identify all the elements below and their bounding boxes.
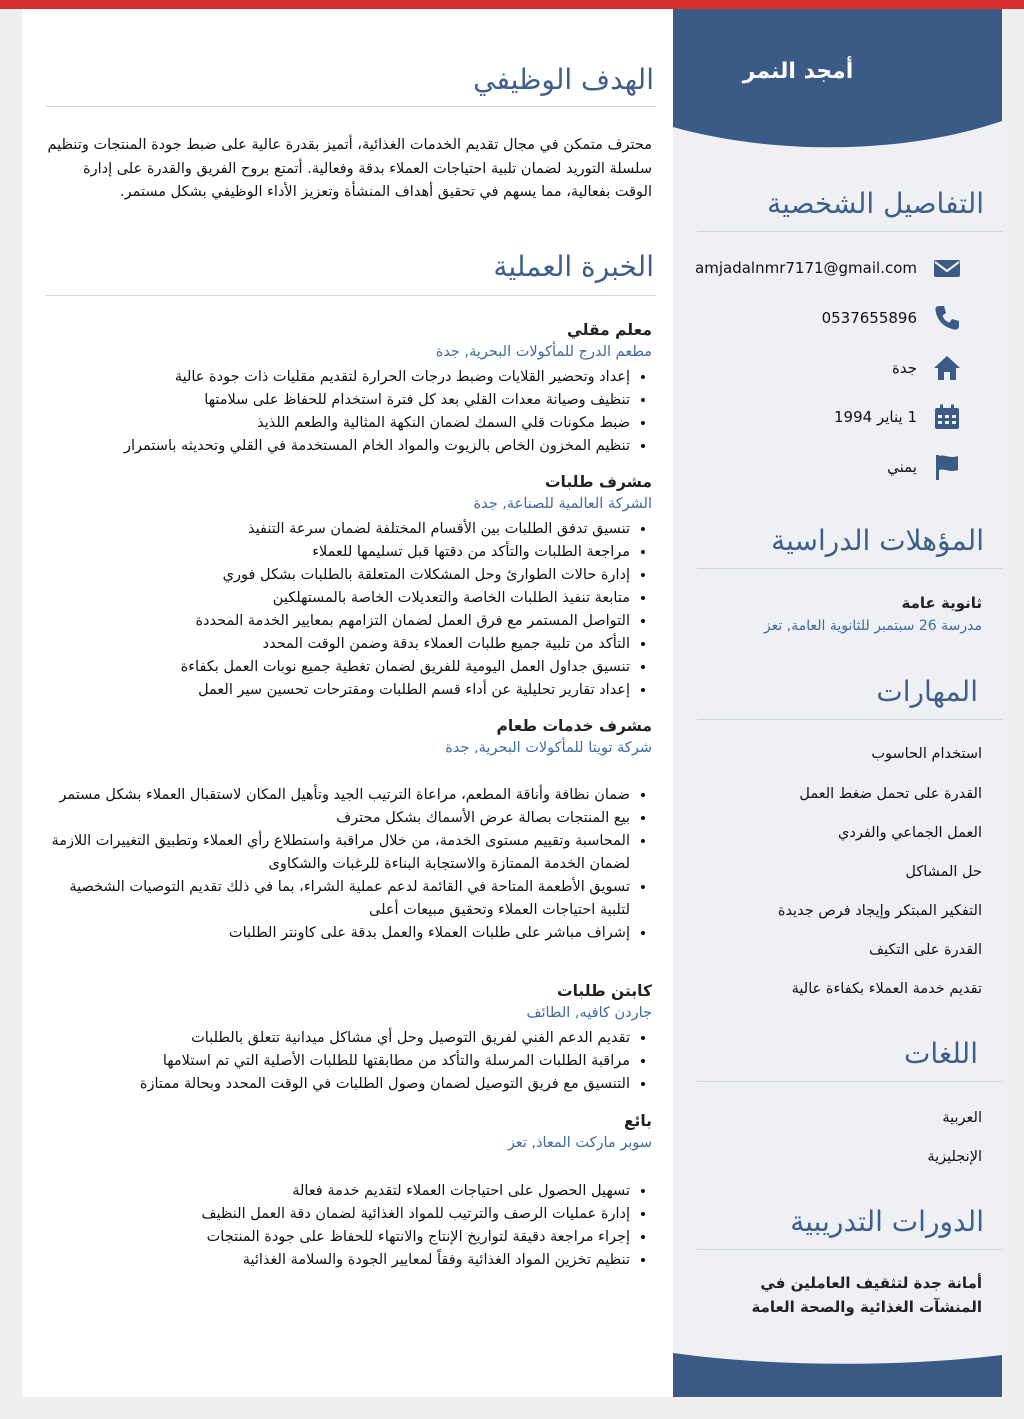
email-row bbox=[691, 254, 981, 284]
sidebar bbox=[673, 9, 1002, 1397]
divider bbox=[697, 1249, 1002, 1250]
birthdate-text: 1 يناير 1994 bbox=[834, 408, 917, 426]
city-row bbox=[691, 354, 981, 384]
divider bbox=[697, 568, 1002, 569]
duty-item: • إعداد تقارير تحليلية عن أداء قسم الطلبات ومقترحات تحسين سير العمل bbox=[45, 679, 630, 702]
language-item: العربية bbox=[942, 1110, 982, 1126]
duty-item: • إدارة عمليات الرصف والترتيب للمواد الغذائية لضمان دقة العمل النظيف bbox=[45, 1203, 630, 1226]
education-heading: المؤهلات الدراسية bbox=[771, 524, 984, 557]
phone-icon bbox=[933, 304, 961, 332]
job-company: جاردن كافيه, الطائف bbox=[526, 1005, 652, 1021]
skill-item: القدرة على التكيف bbox=[869, 942, 982, 958]
education-degree: ثانوية عامة bbox=[901, 594, 982, 612]
course-line: المنشآت الغذائية والصحة العامة bbox=[751, 1298, 982, 1316]
candidate-name: أمجد النمر bbox=[742, 59, 854, 84]
skill-item: العمل الجماعي والفردي bbox=[838, 825, 982, 841]
duty-item: • تسويق الأطعمة المتاحة في القائمة لدعم عملية الشراء، بما في ذلك تقديم التوصيات الشخصية لتلبية احتياجات العملاء وتحقيق مبيعات أعلى bbox=[45, 876, 630, 922]
duty-item: • مراجعة الطلبات والتأكد من دقتها قبل تسليمها للعملاء bbox=[45, 541, 630, 564]
job-duties bbox=[45, 1180, 652, 1272]
duty-item: • التواصل المستمر مع فرق العمل لضمان التزامهم بمعايير الخدمة المحددة bbox=[45, 610, 630, 633]
duty-item: • تنسيق تدفق الطلبات بين الأقسام المختلفة لضمان سرعة التنفيذ bbox=[45, 518, 630, 541]
job-company: شركة تويتا للمأكولات البحرية, جدة bbox=[445, 740, 652, 756]
experience-heading: الخبرة العملية bbox=[493, 250, 654, 283]
job-duties bbox=[45, 1027, 652, 1096]
phone-row bbox=[691, 304, 981, 334]
top-accent-bar bbox=[0, 0, 1024, 9]
duty-item: • ضبط مكونات قلي السمك لضمان النكهة المثالية والطعم اللذيذ bbox=[45, 412, 630, 435]
duty-item: • إجراء مراجعة دقيقة لتواريخ الإنتاج والانتهاء للحفاظ على جودة المنتجات bbox=[45, 1226, 630, 1249]
divider bbox=[697, 1081, 1002, 1082]
duty-item: • التنسيق مع فريق التوصيل لضمان وصول الطلبات في الوقت المحدد وبحالة ممتازة bbox=[45, 1073, 630, 1096]
job-title: معلم مقلي bbox=[567, 321, 652, 339]
duty-item: • تنظيم المخزون الخاص بالزيوت والمواد الخام المستخدمة في القلي وتحديثه باستمرار bbox=[45, 435, 630, 458]
duty-item: • مراقبة الطلبات المرسلة والتأكد من مطابقتها للطلبات الأصلية التي تم استلامها bbox=[45, 1050, 630, 1073]
job-title: مشرف خدمات طعام bbox=[496, 717, 652, 735]
skill-item: حل المشاكل bbox=[905, 864, 982, 880]
languages-heading: اللغات bbox=[904, 1037, 978, 1070]
home-icon bbox=[933, 354, 961, 382]
course-line: أمانة جدة لتثقيف العاملين في bbox=[760, 1274, 982, 1292]
duty-item: • متابعة تنفيذ الطلبات الخاصة والتعديلات الخاصة بالمستهلكين bbox=[45, 587, 630, 610]
email-text[interactable]: amjadalnmr7171@gmail.com bbox=[695, 259, 917, 277]
duty-item: • إعداد وتحضير القلايات وضبط درجات الحرارة لتقديم مقليات ذات جودة عالية bbox=[45, 366, 630, 389]
language-item: الإنجليزية bbox=[927, 1149, 982, 1165]
divider bbox=[697, 231, 1002, 232]
job-duties bbox=[45, 366, 652, 458]
skill-item: القدرة على تحمل ضغط العمل bbox=[799, 786, 982, 802]
job-company: الشركة العالمية للصناعة, جدة bbox=[473, 496, 652, 512]
job-title: كابتن طلبات bbox=[557, 982, 652, 1000]
calendar-icon bbox=[933, 403, 961, 431]
skill-item: تقديم خدمة العملاء بكفاءة عالية bbox=[791, 981, 982, 997]
city-text: جدة bbox=[891, 359, 917, 377]
personal-heading: التفاصيل الشخصية bbox=[767, 187, 984, 220]
objective-text: محترف متمكن في مجال تقديم الخدمات الغذائية، أتميز بقدرة عالية على ضبط جودة المنتجات وتنظيم سلسلة التوريد لضمان تلبية احتياجات العملاء بدقة وفعالية. أتمتع بروح الفريق والقدرة على إدارة الوقت بفعالية، مما يسهم في تحقيق أهداف المنشأة وتعزيز الأداء الوظيفي بشكل مستمر. bbox=[47, 137, 652, 200]
skill-item: استخدام الحاسوب bbox=[871, 746, 982, 762]
duty-item: • تنسيق جداول العمل اليومية للفريق لضمان تغطية جميع نوبات العمل بكفاءة bbox=[45, 656, 630, 679]
divider bbox=[46, 295, 656, 296]
duty-item: • تنظيف وصيانة معدات القلي بعد كل فترة استخدام للحفاظ على سلامتها bbox=[45, 389, 630, 412]
job-duties bbox=[45, 518, 652, 702]
education-school: مدرسة 26 سبتمبر للثانوية العامة, تعز bbox=[763, 618, 982, 634]
duty-item: • المحاسبة وتقييم مستوى الخدمة، من خلال مراقبة واستطلاع رأي العملاء وتطبيق التغييرات اللازمة لضمان الخدمة الممتازة والاستجابة البناءة للرغبات والشكاوى bbox=[45, 830, 630, 876]
duty-item: • تقديم الدعم الفني لفريق التوصيل وحل أي مشاكل ميدانية تتعلق بالطلبات bbox=[45, 1027, 630, 1050]
nationality-text: يمني bbox=[887, 458, 917, 476]
objective-heading: الهدف الوظيفي bbox=[473, 63, 654, 96]
flag-icon bbox=[933, 453, 961, 481]
footer-wave bbox=[673, 1353, 1002, 1397]
phone-text[interactable]: 0537655896 bbox=[821, 309, 917, 327]
job-title: مشرف طلبات bbox=[544, 473, 652, 491]
birthdate-row bbox=[691, 403, 981, 433]
duty-item: • بيع المنتجات بصالة عرض الأسماك بشكل محترف bbox=[45, 807, 630, 830]
duty-item: • تنظيم تخزين المواد الغذائية وفقاً لمعايير الجودة والسلامة الغذائية bbox=[45, 1249, 630, 1272]
duty-item: • ضمان نظافة وأناقة المطعم، مراعاة الترتيب الجيد وتأهيل المكان لاستقبال العملاء بشكل مستمر bbox=[45, 784, 630, 807]
divider bbox=[46, 106, 656, 107]
duty-item: • تسهيل الحصول على احتياجات العملاء لتقديم خدمة فعالة bbox=[45, 1180, 630, 1203]
job-company: سوبر ماركت المعاذ, تعز bbox=[507, 1135, 652, 1151]
job-title: بائع bbox=[623, 1112, 652, 1130]
job-company: مطعم الدرج للمأكولات البحرية, جدة bbox=[435, 344, 652, 360]
duty-item: • إشراف مباشر على طلبات العملاء والعمل بدقة على كاونتر الطلبات bbox=[45, 922, 630, 945]
courses-heading: الدورات التدريبية bbox=[790, 1205, 984, 1238]
duty-item: • إدارة حالات الطوارئ وحل المشكلات المتعلقة بالطلبات بشكل فوري bbox=[45, 564, 630, 587]
envelope-icon bbox=[933, 254, 961, 282]
skill-item: التفكير المبتكر وإيجاد فرص جديدة bbox=[777, 903, 982, 919]
duty-item: • التأكد من تلبية جميع طلبات العملاء بدقة وضمن الوقت المحدد bbox=[45, 633, 630, 656]
nationality-row bbox=[691, 453, 981, 483]
skills-heading: المهارات bbox=[876, 675, 978, 708]
job-duties bbox=[45, 784, 652, 945]
divider bbox=[697, 719, 1002, 720]
